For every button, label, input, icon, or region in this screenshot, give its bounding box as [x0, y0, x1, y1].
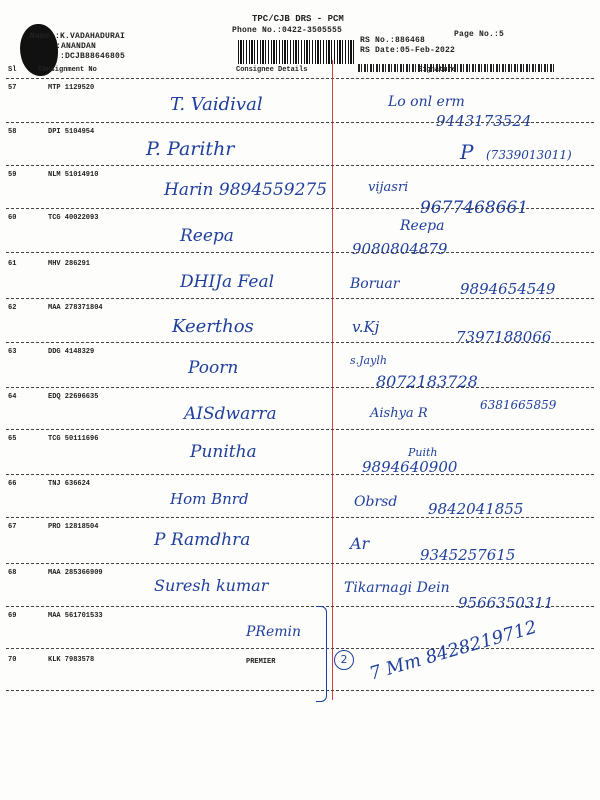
- row-number: 69: [8, 612, 17, 620]
- consignment-number: MHV 286291: [48, 260, 91, 268]
- consignee-name: Hom Bnrd: [170, 490, 249, 508]
- signature: Reepa: [400, 218, 445, 234]
- signature: Ar: [350, 534, 370, 553]
- consignment-number: PRO 12818504: [48, 523, 99, 531]
- phone: 9443173524: [436, 112, 532, 130]
- signature: vijasri: [368, 180, 409, 195]
- consignment-number: KLK 7983578: [48, 656, 95, 664]
- page-number: Page No.:5: [454, 30, 505, 39]
- consignment-number: TCG 40022093: [48, 214, 99, 222]
- row-separator: [6, 563, 594, 564]
- consignee-name: DHIJa Feal: [180, 272, 275, 292]
- signature: Lo onl erm: [388, 94, 465, 110]
- phone: 9345257615: [420, 546, 516, 564]
- rs-date: RS Date:05-Feb-2022: [360, 46, 456, 55]
- consignee-name: Reepa: [180, 226, 234, 246]
- row-separator: [6, 342, 594, 343]
- row-separator: [6, 298, 594, 299]
- signature: v.Kj: [352, 318, 380, 336]
- consignment-number: MAA 285366909: [48, 569, 103, 577]
- consignee-name: PREMIER: [246, 658, 276, 666]
- consignee-name: Keerthos: [172, 316, 254, 337]
- consignee-name: Punitha: [190, 442, 257, 462]
- row-number: 64: [8, 393, 17, 401]
- row-separator: [6, 165, 594, 166]
- signature: Obrsd: [354, 494, 398, 510]
- row-separator: [6, 122, 594, 123]
- row-number: 67: [8, 523, 17, 531]
- consignee-name: Harin 9894559275: [164, 180, 328, 200]
- document-title: TPC/CJB DRS - PCM: [252, 14, 344, 24]
- row-number: 68: [8, 569, 17, 577]
- row-separator: [6, 648, 594, 649]
- name-label: Name :K.VADAHADURAI: [30, 32, 126, 41]
- row-number: 63: [8, 348, 17, 356]
- phone: 8072183728: [376, 372, 478, 391]
- row-number: 58: [8, 128, 17, 136]
- signature: Aishya R: [370, 406, 428, 421]
- final-signature: 7 Mm 8428219712: [367, 616, 540, 685]
- row-number: 70: [8, 656, 17, 664]
- row-number: 57: [8, 84, 17, 92]
- barcode: [238, 40, 356, 64]
- circled-number: 2: [334, 650, 354, 670]
- barcode-strip: [358, 64, 554, 72]
- consignee-name: T. Vaidival: [170, 94, 263, 115]
- row-separator: [6, 429, 594, 430]
- id-code: :DCJB88646805: [60, 52, 126, 61]
- consignment-number: DPI 5104954: [48, 128, 95, 136]
- column-sno: Sl: [8, 66, 17, 74]
- row-separator: [6, 517, 594, 518]
- phone: 9677468661: [420, 198, 529, 218]
- consignee-name: AISdwarra: [184, 404, 277, 424]
- consignment-number: TCG 50111696: [48, 435, 99, 443]
- row-number: 59: [8, 171, 17, 179]
- row-separator: [6, 606, 594, 607]
- name-line-2: :ANANDAN: [56, 42, 97, 51]
- signature: Boruar: [350, 276, 400, 292]
- phone: 9080804879: [352, 240, 448, 258]
- row-number: 62: [8, 304, 17, 312]
- rs-number: RS No.:886468: [360, 36, 426, 45]
- consignment-number: MTP 1129520: [48, 84, 95, 92]
- consignment-number: MAA 561701533: [48, 612, 103, 620]
- column-signature: Signature: [418, 66, 456, 74]
- signature: P: [460, 140, 474, 164]
- phone: 9894654549: [460, 280, 556, 298]
- row-number: 60: [8, 214, 17, 222]
- row-number: 66: [8, 480, 17, 488]
- column-consignment: Consignment No: [38, 66, 97, 74]
- red-margin-line: [332, 60, 333, 700]
- phone: 9842041855: [428, 500, 524, 518]
- signature: Puith: [408, 446, 438, 459]
- consignment-number: MAA 278371804: [48, 304, 103, 312]
- bracket-mark: [316, 606, 327, 702]
- phone: 6381665859: [480, 398, 557, 412]
- phone: (7339013011): [486, 148, 572, 162]
- row-separator: [6, 387, 594, 388]
- header-separator: [6, 78, 594, 79]
- signature: Tikarnagi Dein: [344, 580, 450, 596]
- consignment-number: DDG 4148329: [48, 348, 95, 356]
- consignee-name: P. Parithr: [146, 138, 235, 160]
- consignment-number: TNJ 636624: [48, 480, 91, 488]
- row-separator: [6, 474, 594, 475]
- signature: s.Jaylh: [350, 354, 387, 367]
- consignee-name: P Ramdhra: [154, 530, 251, 550]
- consignee-name: Suresh kumar: [154, 576, 269, 595]
- row-separator: [6, 690, 594, 691]
- consignment-number: EDQ 22696635: [48, 393, 99, 401]
- row-number: 65: [8, 435, 17, 443]
- consignee-name: Poorn: [188, 358, 239, 378]
- row-number: 61: [8, 260, 17, 268]
- row-separator: [6, 208, 594, 209]
- phone: 7397188066: [456, 328, 552, 346]
- consignee-name: PRemin: [246, 624, 302, 640]
- consignment-number: NLM 51014910: [48, 171, 99, 179]
- phone-number: Phone No.:0422-3505555: [232, 26, 343, 35]
- phone: 9894640900: [362, 458, 458, 476]
- row-separator: [6, 252, 594, 253]
- phone: 9566350311: [458, 594, 554, 612]
- column-consignee: Consignee Details: [236, 66, 308, 74]
